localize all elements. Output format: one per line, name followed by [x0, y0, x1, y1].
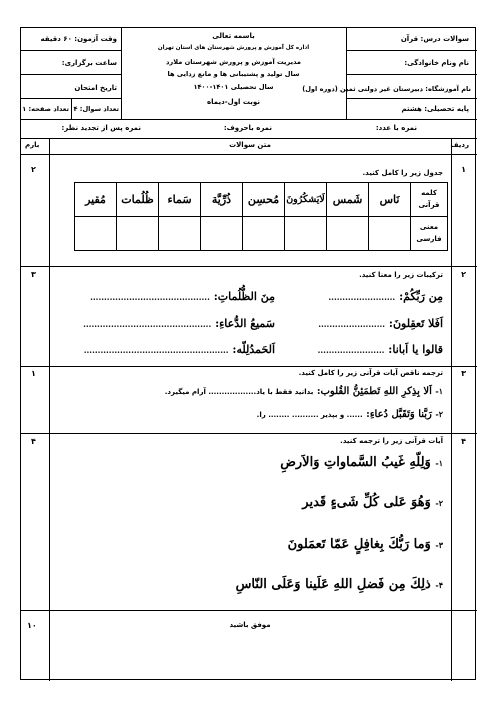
item-number: ۱-: [435, 458, 443, 468]
verse-arabic: وَما رَبُّكَ بِغافِلٍ عَمّا تَعمَلونَ: [287, 537, 431, 552]
score-column-header: بارم: [25, 141, 40, 149]
academic-year: سال تحصیلی ۱۴۰۱-۱۴۰۰: [193, 83, 274, 91]
phrase: [90, 291, 275, 302]
question-score: ۳: [31, 270, 36, 279]
divider: [49, 138, 50, 681]
question-number: ۳: [461, 369, 466, 378]
verse-arabic: وَلِلّهِ غَیبُ السَّماواتِ وَالاَرضِ: [280, 455, 431, 470]
score-numeric-field[interactable]: نمره با عدد:: [375, 124, 417, 132]
answer-blank[interactable]: ........................: [317, 345, 385, 355]
word-cell: لَایَشکُرُونَ: [285, 183, 327, 217]
content-column-header: متن سوالات: [229, 141, 271, 149]
phrase-arabic: اَفَلا تَعقِلونَ:: [388, 317, 443, 330]
exam-sheet: [20, 27, 476, 680]
answer-blank[interactable]: ....................................................: [83, 345, 229, 355]
divider: [346, 74, 477, 75]
total-score: ۱۰: [27, 621, 37, 630]
verse-item: [280, 456, 443, 469]
question-score: ۴: [31, 437, 36, 446]
subject-label: سوالات درس: قرآن: [400, 35, 469, 43]
translation-item: [257, 410, 443, 420]
divider: [21, 74, 121, 75]
phrase-arabic: قالوا یا اَبانا:: [388, 343, 443, 356]
verse-translation-blank[interactable]: ...... و بپذیر .......... ........ را.: [256, 411, 363, 419]
answer-cell[interactable]: [369, 217, 411, 251]
grade-label: پایه تحصیلی: هشتم: [401, 105, 469, 113]
phrase: [318, 344, 443, 355]
question-number: ۲: [461, 270, 466, 279]
answer-cell[interactable]: [117, 217, 159, 251]
item-number: ۱-: [435, 386, 443, 396]
item-number: ۴-: [435, 580, 443, 590]
item-number: ۳-: [435, 540, 443, 550]
verse-item: [302, 496, 443, 509]
verse-translation-blank[interactable]: بدانید فقط با یاد.................. آرام میگیرد.: [164, 388, 314, 396]
score-revised-field[interactable]: نمره پس از تجدید نظر:: [61, 124, 141, 132]
divider: [346, 28, 347, 119]
question-number: ۱: [461, 165, 466, 174]
page-count: تعداد صفحه: ۱: [22, 105, 69, 113]
footer-message: موفق باشید: [229, 621, 271, 629]
divider: [21, 50, 121, 51]
question-prompt: ترکیبات زیر را معنا کنید.: [359, 271, 443, 279]
divider: [21, 366, 477, 367]
student-name-field[interactable]: نام ونام خانوادگی:: [404, 59, 469, 67]
question-score: ۱: [31, 369, 36, 378]
phrase: [83, 318, 275, 329]
word-cell: مُقیر: [75, 183, 117, 217]
answer-blank[interactable]: ........................: [318, 319, 386, 329]
answer-blank[interactable]: ..............................................: [83, 319, 212, 329]
divider: [21, 119, 477, 120]
answer-cell[interactable]: [159, 217, 201, 251]
office-line: اداره کل آموزش و پرورش شهرستان های استان تهران: [157, 45, 310, 51]
divider: [21, 138, 477, 139]
score-words-field[interactable]: نمره باحروف:: [223, 124, 272, 132]
question-prompt: آیات قرآنی زیر را ترجمه کنید.: [340, 437, 443, 445]
phrase: [84, 344, 275, 355]
word-cell: ظُلُمات: [117, 183, 159, 217]
question-prompt: جدول زیر را کامل کنید.: [362, 169, 443, 177]
table-row-label: معنی فارسی: [411, 217, 448, 251]
item-number: ۲-: [435, 498, 443, 508]
divider: [21, 610, 477, 611]
word-cell: نَاس: [369, 183, 411, 217]
phrase-arabic: سَمیعُ الدُّعاءِ:: [215, 317, 275, 330]
exam-date: تاریخ امتحان: [74, 84, 117, 92]
question-number: ۴: [461, 437, 466, 446]
verse-arabic: رَبَّنا وَتَقَبَّل دُعاءِ:: [366, 409, 432, 420]
answer-cell[interactable]: [243, 217, 285, 251]
verse-item: [236, 578, 443, 591]
year-slogan: سال تولید و پشتیبانی ها و مانع زدایی ها: [167, 70, 300, 78]
translation-item: [165, 387, 443, 397]
divider: [21, 266, 477, 267]
question-prompt: ترجمه ناقص آیات قرآنی زیر را کامل کنید.: [298, 369, 443, 377]
answer-cell[interactable]: [285, 217, 327, 251]
row-column-header: ردیف: [450, 141, 469, 149]
verse-arabic: اَلا بِذِکرِ اللهِ تَطمَئِنُّ القُلوب:: [316, 386, 432, 397]
divider: [346, 98, 477, 99]
word-table: [74, 182, 448, 251]
exam-time: ساعت برگزاری:: [61, 59, 117, 67]
answer-blank[interactable]: ...........................................: [90, 292, 210, 302]
phrase: [318, 318, 443, 329]
bismillah: باسمه تعالی: [212, 32, 255, 40]
answer-cell[interactable]: [201, 217, 243, 251]
divider: [346, 50, 477, 51]
table-row-label: کلمه قرآنی: [411, 183, 448, 217]
answer-blank[interactable]: ........................: [328, 292, 396, 302]
divider: [21, 433, 477, 434]
question-count: تعداد سوال: ۴: [73, 105, 119, 113]
word-cell: شَمس: [327, 183, 369, 217]
item-number: ۲-: [435, 409, 443, 419]
word-cell: ذُرِّیَّة: [201, 183, 243, 217]
verse-arabic: ذلِكَ مِن فَضلِ اللهِ عَلَینا وَعَلَی النّاسِ: [235, 577, 431, 592]
verse-item: [288, 538, 443, 551]
exam-duration: وقت آزمون: ۶۰ دقیقه: [40, 35, 117, 43]
answer-cell[interactable]: [327, 217, 369, 251]
question-score: ۲: [31, 165, 36, 174]
district-line: مدیریت آموزش و پرورش شهرستان ملارد: [166, 58, 301, 66]
word-cell: سَماء: [159, 183, 201, 217]
phrase-arabic: اَلحَمدُلِلّه:: [232, 343, 275, 356]
verse-arabic: وَهُوَ عَلی کُلِّ شَیءٍ قَدیر: [302, 495, 431, 510]
answer-cell[interactable]: [75, 217, 117, 251]
word-cell: مُحسِن: [243, 183, 285, 217]
divider: [21, 154, 477, 155]
exam-term: نوبت اول-دیماه: [207, 98, 260, 106]
divider: [451, 138, 452, 681]
phrase-arabic: مِن رَبِّكُمْ:: [399, 290, 443, 303]
phrase: [328, 291, 443, 302]
phrase-arabic: مِنَ الظُّلُماتِ:: [213, 290, 275, 303]
school-label: نام آموزشگاه: دبیرستان غیر دولتی ثمین (دوره اول): [302, 85, 471, 93]
